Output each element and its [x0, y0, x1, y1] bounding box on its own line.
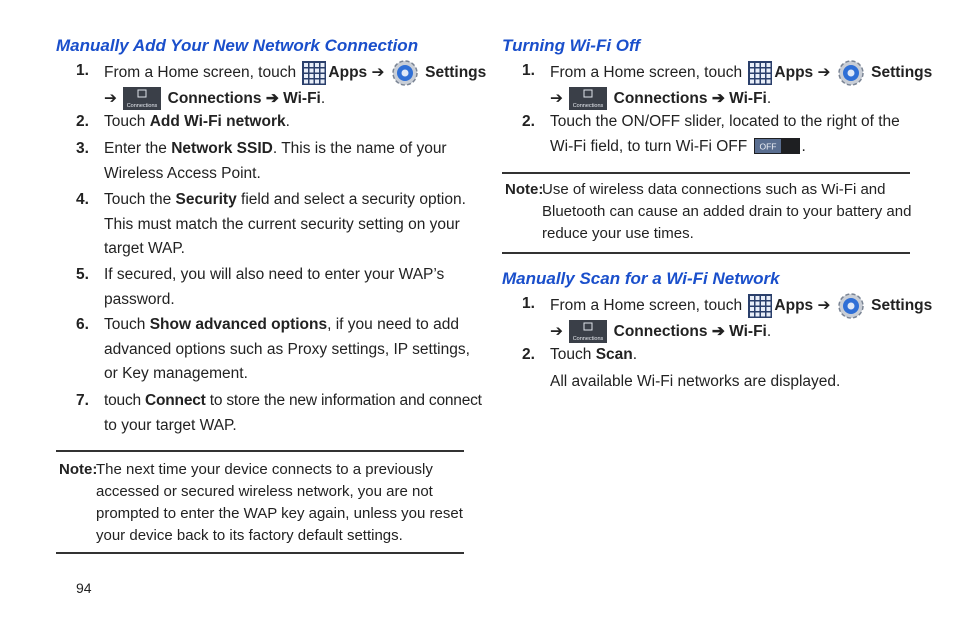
- wifi-label: Wi-Fi: [283, 90, 321, 107]
- result-text: All available Wi-Fi networks are displayed.: [550, 373, 841, 390]
- settings-label: Settings: [871, 64, 933, 82]
- section-title-add-network: Manually Add Your New Network Connection: [56, 36, 419, 55]
- step-number: 1.: [76, 62, 89, 79]
- step-text: target WAP.: [104, 240, 185, 257]
- arrow-icon: ➔: [550, 323, 563, 340]
- connections-label: Connections: [613, 90, 708, 107]
- note-label: Note:: [59, 461, 98, 478]
- step-text: to store the new information and connect: [209, 392, 482, 409]
- punctuation: .: [285, 113, 290, 130]
- off-toggle-icon: [754, 138, 800, 154]
- arrow-icon: ➔: [817, 297, 831, 315]
- arrow-icon: ➔: [265, 90, 279, 107]
- step-text: From a Home screen, touch: [550, 64, 743, 82]
- settings-label: Settings: [425, 64, 487, 82]
- step-text: to your target WAP.: [104, 416, 237, 434]
- step-bold-text: Show advanced options: [149, 316, 328, 333]
- note-text: prompted to enter the WAP key again, unless you reset: [96, 505, 463, 522]
- arrow-icon: ➔: [550, 90, 563, 107]
- step-text: touch: [104, 392, 141, 409]
- arrow-icon: ➔: [371, 64, 385, 82]
- step-number: 1.: [522, 295, 535, 312]
- step-text: From a Home screen, touch: [104, 64, 297, 82]
- step-text: Touch the: [104, 191, 172, 208]
- apps-label: Apps: [328, 64, 368, 82]
- settings-gear-icon: [837, 292, 865, 320]
- step-text: Touch: [104, 316, 146, 333]
- step-text: Wi-Fi field, to turn Wi-Fi OFF: [550, 137, 748, 155]
- step-number: 3.: [76, 140, 89, 157]
- apps-label: Apps: [774, 297, 814, 315]
- step-bold-text: Connect: [145, 392, 206, 409]
- step-bold-text: Network SSID: [171, 140, 273, 157]
- step-number: 2.: [522, 113, 535, 130]
- step-text: , if you need to add: [327, 316, 459, 333]
- note-text: your device back to its factory default settings.: [96, 527, 403, 544]
- apps-grid-icon: [302, 61, 326, 85]
- page-number: 94: [76, 580, 92, 596]
- step-text: Wireless Access Point.: [104, 164, 261, 182]
- step-number: 7.: [76, 392, 89, 409]
- punctuation: .: [766, 90, 772, 107]
- note-label: Note:: [505, 181, 544, 198]
- step-text: Enter the: [104, 140, 167, 157]
- arrow-icon: ➔: [104, 90, 117, 107]
- step-text: . This is the name of your: [272, 140, 447, 157]
- step-bold-text: Scan: [595, 346, 633, 363]
- apps-label: Apps: [774, 64, 814, 82]
- connections-icon: [569, 87, 607, 110]
- arrow-icon: ➔: [817, 64, 831, 82]
- svg-text:Connections: Connections: [573, 103, 604, 110]
- note-text: Bluetooth can cause an added drain to your battery and: [542, 203, 912, 220]
- section-title-turn-off: Turning Wi-Fi Off: [502, 36, 641, 55]
- step-text: If secured, you will also need to enter your WAP’s: [104, 266, 445, 283]
- step-text: Touch: [550, 346, 592, 363]
- punctuation: .: [766, 323, 772, 340]
- step-text: Touch the ON/OFF slider, located to the right of the: [550, 113, 900, 130]
- connections-label: Connections: [167, 90, 262, 107]
- punctuation: .: [801, 137, 806, 155]
- step-text: password.: [104, 290, 175, 308]
- step-number: 1.: [522, 62, 535, 79]
- connections-label: Connections: [613, 323, 708, 340]
- connections-icon: [123, 87, 161, 110]
- step-bold-text: Add Wi-Fi network: [149, 113, 286, 130]
- wifi-label: Wi-Fi: [729, 323, 767, 340]
- note-text: reduce your use times.: [542, 225, 694, 242]
- note-text: Use of wireless data connections such as Wi-Fi and: [542, 181, 886, 198]
- step-text: field and select a security option.: [241, 191, 466, 208]
- apps-grid-icon: [748, 61, 772, 85]
- settings-label: Settings: [871, 297, 933, 315]
- svg-text:Connections: Connections: [127, 103, 158, 110]
- note-box: [502, 172, 910, 254]
- apps-grid-icon: [748, 294, 772, 318]
- settings-gear-icon: [837, 59, 865, 87]
- svg-text:Connections: Connections: [573, 336, 604, 343]
- step-text: advanced options such as Proxy settings, IP settings,: [104, 340, 470, 358]
- arrow-icon: ➔: [711, 323, 725, 340]
- step-bold-text: Security: [175, 191, 237, 208]
- section-title-manual-scan: Manually Scan for a Wi-Fi Network: [502, 269, 780, 288]
- punctuation: .: [632, 346, 638, 363]
- step-text: This must match the current security setting on your: [104, 215, 460, 233]
- step-text: Touch: [104, 113, 146, 130]
- note-text: accessed or secured wireless network, you are not: [96, 483, 433, 500]
- step-text: From a Home screen, touch: [550, 297, 743, 315]
- step-number: 6.: [76, 316, 89, 333]
- wifi-label: Wi-Fi: [729, 90, 767, 107]
- step-number: 2.: [522, 346, 535, 363]
- svg-text:OFF: OFF: [759, 141, 777, 152]
- note-text: The next time your device connects to a previously: [96, 461, 433, 478]
- punctuation: .: [320, 90, 326, 107]
- arrow-icon: ➔: [711, 90, 725, 107]
- step-number: 4.: [76, 191, 89, 208]
- note-box: [56, 450, 464, 554]
- connections-icon: [569, 320, 607, 343]
- step-text: or Key management.: [104, 365, 248, 382]
- step-number: 5.: [76, 266, 89, 283]
- settings-gear-icon: [391, 59, 419, 87]
- step-number: 2.: [76, 113, 89, 130]
